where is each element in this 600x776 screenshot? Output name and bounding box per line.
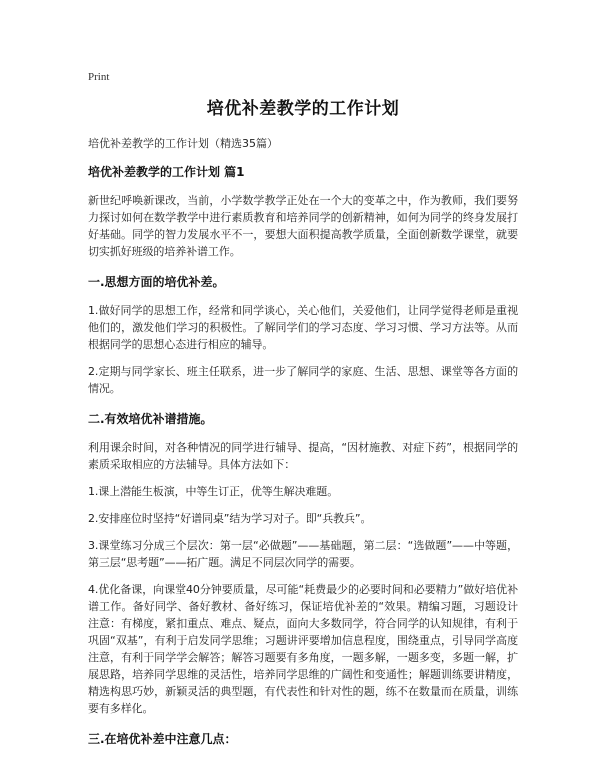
section2-paragraph-4: 3.课堂练习分成三个层次：第一层“必做题”——基础题，第二层：“选做题”——中等题，第三层“思考题”——拓广题。满足不同层次同学的需要。	[88, 539, 518, 569]
print-label[interactable]: Print	[88, 71, 110, 83]
intro-paragraph: 新世纪呼唤新课改，当前，小学数学教学正处在一个大的变革之中，作为教师，我们要努力探讨如何在数学教学中进行素质教育和培养同学的创新精神，如何为同学的终身发展打好基础。同学的智力发展水平不一，要想大面积提高教学质量，全面创新数学课堂，就要切实抓好班级的培养补谱工作。	[88, 194, 518, 258]
section2-paragraph-2: 1.课上潜能生板演，中等生订正，优等生解决难题。	[88, 485, 339, 498]
section1-paragraph-1: 1.做好同学的思想工作，经常和同学谈心，关心他们，关爱他们，让同学觉得老师是重视他们的，激发他们学习的积极性。了解同学们的学习态度、学习习惯、学习方法等。从而根据同学的思想心态进行相应的辅导。	[88, 304, 518, 351]
article-heading: 培优补差教学的工作计划 篇1	[88, 165, 245, 179]
section1-paragraph-2: 2.定期与同学家长、班主任联系，进一步了解同学的家庭、生活、思想、课堂等各方面的情况。	[88, 365, 518, 395]
document-subtitle: 培优补差教学的工作计划（精选35篇）	[88, 137, 278, 150]
section-heading-measures: 二.有效培优补谱措施。	[88, 412, 213, 426]
section2-paragraph-1: 利用课余时间，对各种情况的同学进行辅导、提高，“因材施教、对症下药”，根据同学的素质采取相应的方法辅导。具体方法如下：	[88, 441, 518, 471]
section2-paragraph-3: 2.安排座位时坚持“好谱同桌”结为学习对子。即“兵教兵”。	[88, 512, 372, 525]
section-heading-notes: 三.在培优补差中注意几点：	[88, 732, 237, 746]
document-title: 培优补差教学的工作计划	[206, 99, 400, 119]
section2-paragraph-5: 4.优化备课，向课堂40分钟要质量，尽可能“耗费最少的必要时间和必要精力”做好培优补谱工作。备好同学、备好教材、备好练习，保证培优补差的“效果。精编习题，习题设计注意：有梯度，紧扣重点、难点、疑点，面向大多数同学，符合同学的认知规律，有利于巩固“双基”，有利于启发同学思维；习题讲评要增加信息程度，围绕重点，引导同学高度注意，有利于同学学会解答；解答习题要有多角度，一题多解，一题多变，多题一解，扩展思路，培养同学思维的灵活性，培养同学思维的广阔性和变通性；解题训练要讲精度，精选构思巧妙，新颖灵活的典型题，有代表性和针对性的题，练不在数量而在质量，训练要有多样化。	[88, 583, 518, 715]
section-heading-thinking: 一.思想方面的培优补差。	[88, 275, 225, 289]
